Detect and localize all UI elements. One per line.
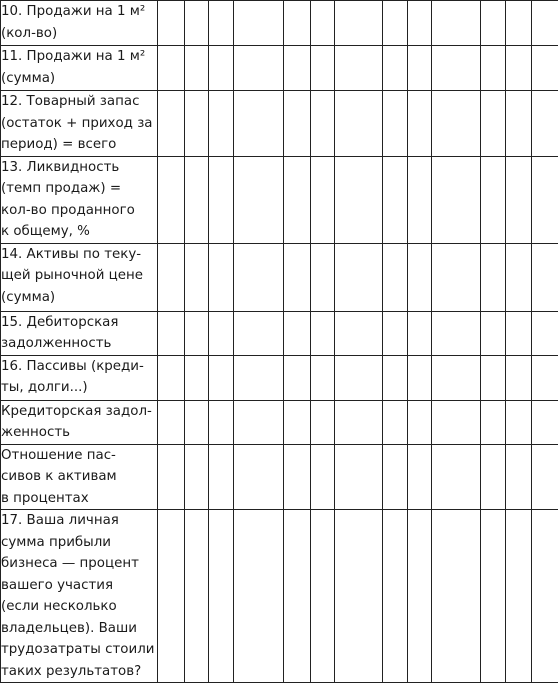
blank-entry-cell[interactable] <box>506 1 532 46</box>
blank-entry-cell[interactable] <box>481 1 506 46</box>
blank-entry-cell[interactable] <box>383 355 408 400</box>
blank-entry-cell[interactable] <box>532 355 558 400</box>
blank-entry-cell[interactable] <box>481 91 506 157</box>
blank-entry-cell[interactable] <box>234 1 284 46</box>
blank-entry-cell[interactable] <box>532 311 558 355</box>
blank-entry-cell[interactable] <box>234 444 284 510</box>
blank-entry-cell[interactable] <box>311 400 335 444</box>
blank-entry-cell[interactable] <box>335 243 383 311</box>
blank-entry-cell[interactable] <box>311 355 335 400</box>
row-label: 16. Пассивы (креди- ты, долги...) <box>1 355 158 400</box>
blank-entry-cell[interactable] <box>185 46 209 91</box>
blank-entry-cell[interactable] <box>481 444 506 510</box>
blank-entry-cell[interactable] <box>284 91 311 157</box>
blank-entry-cell[interactable] <box>209 510 234 683</box>
blank-entry-cell[interactable] <box>209 311 234 355</box>
blank-entry-cell[interactable] <box>532 400 558 444</box>
row-label: 13. Ликвидность (темп продаж) = кол-во проданного к общему, % <box>1 156 158 243</box>
blank-entry-cell[interactable] <box>209 1 234 46</box>
row-label: 14. Активы по теку- щей рыночной цене (сумма) <box>1 243 158 311</box>
blank-entry-cell[interactable] <box>383 400 408 444</box>
blank-entry-cell[interactable] <box>158 1 185 46</box>
blank-entry-cell[interactable] <box>311 46 335 91</box>
blank-entry-cell[interactable] <box>311 243 335 311</box>
blank-entry-cell[interactable] <box>408 91 432 157</box>
row-label: 15. Дебиторская задолженность <box>1 311 158 355</box>
blank-entry-cell[interactable] <box>234 311 284 355</box>
blank-entry-cell[interactable] <box>506 46 532 91</box>
blank-entry-cell[interactable] <box>481 355 506 400</box>
blank-entry-cell[interactable] <box>506 444 532 510</box>
blank-entry-cell[interactable] <box>209 400 234 444</box>
blank-entry-cell[interactable] <box>383 444 408 510</box>
blank-entry-cell[interactable] <box>185 400 209 444</box>
row-label: 12. Товарный запас (остаток + приход за период) = всего <box>1 91 158 157</box>
blank-entry-cell[interactable] <box>158 311 185 355</box>
blank-entry-cell[interactable] <box>532 444 558 510</box>
blank-entry-cell[interactable] <box>408 444 432 510</box>
blank-entry-cell[interactable] <box>481 311 506 355</box>
blank-entry-cell[interactable] <box>532 91 558 157</box>
row-label: 10. Продажи на 1 м² (кол-во) <box>1 1 158 46</box>
blank-entry-cell[interactable] <box>383 243 408 311</box>
blank-entry-cell[interactable] <box>481 510 506 683</box>
blank-entry-cell[interactable] <box>209 46 234 91</box>
blank-entry-cell[interactable] <box>234 355 284 400</box>
blank-entry-cell[interactable] <box>158 355 185 400</box>
blank-entry-cell[interactable] <box>185 510 209 683</box>
blank-entry-cell[interactable] <box>432 311 481 355</box>
blank-entry-cell[interactable] <box>158 156 185 243</box>
blank-entry-cell[interactable] <box>408 46 432 91</box>
blank-entry-cell[interactable] <box>432 243 481 311</box>
blank-entry-cell[interactable] <box>506 355 532 400</box>
blank-entry-cell[interactable] <box>506 510 532 683</box>
blank-entry-cell[interactable] <box>209 91 234 157</box>
blank-entry-cell[interactable] <box>234 156 284 243</box>
blank-entry-cell[interactable] <box>335 156 383 243</box>
blank-entry-cell[interactable] <box>335 355 383 400</box>
blank-entry-cell[interactable] <box>158 400 185 444</box>
blank-entry-cell[interactable] <box>234 400 284 444</box>
blank-entry-cell[interactable] <box>234 243 284 311</box>
row-label: 17. Ваша личная сумма прибыли бизнеса — процент вашего участия (если несколько владельцев). Ваши трудозатраты стоили таких результатов? <box>1 510 158 683</box>
table-row-assets-market-value <box>1 243 558 311</box>
table-row-sales-per-sqm-sum <box>1 46 558 91</box>
row-label: Кредиторская задол- женность <box>1 400 158 444</box>
blank-entry-cell[interactable] <box>481 46 506 91</box>
blank-entry-cell[interactable] <box>335 510 383 683</box>
blank-entry-cell[interactable] <box>383 510 408 683</box>
blank-entry-cell[interactable] <box>234 510 284 683</box>
blank-entry-cell[interactable] <box>383 46 408 91</box>
blank-entry-cell[interactable] <box>311 1 335 46</box>
blank-entry-cell[interactable] <box>506 91 532 157</box>
row-label: Отношение пас- сивов к активам в процентах <box>1 444 158 510</box>
blank-entry-cell[interactable] <box>185 444 209 510</box>
blank-entry-cell[interactable] <box>408 311 432 355</box>
blank-entry-cell[interactable] <box>185 91 209 157</box>
blank-entry-cell[interactable] <box>432 156 481 243</box>
blank-entry-cell[interactable] <box>383 91 408 157</box>
blank-entry-cell[interactable] <box>481 400 506 444</box>
blank-entry-cell[interactable] <box>158 510 185 683</box>
blank-entry-cell[interactable] <box>284 1 311 46</box>
table-row-sales-per-sqm-qty <box>1 1 558 46</box>
blank-entry-cell[interactable] <box>335 91 383 157</box>
blank-entry-cell[interactable] <box>284 510 311 683</box>
blank-entry-cell[interactable] <box>209 355 234 400</box>
blank-entry-cell[interactable] <box>481 243 506 311</box>
blank-entry-cell[interactable] <box>185 311 209 355</box>
blank-entry-cell[interactable] <box>408 355 432 400</box>
blank-entry-cell[interactable] <box>506 243 532 311</box>
blank-entry-cell[interactable] <box>532 1 558 46</box>
blank-entry-cell[interactable] <box>408 243 432 311</box>
blank-entry-cell[interactable] <box>311 510 335 683</box>
blank-entry-cell[interactable] <box>209 243 234 311</box>
row-label: 11. Продажи на 1 м² (сумма) <box>1 46 158 91</box>
blank-entry-cell[interactable] <box>432 510 481 683</box>
blank-entry-cell[interactable] <box>284 355 311 400</box>
blank-entry-cell[interactable] <box>284 444 311 510</box>
blank-entry-cell[interactable] <box>432 355 481 400</box>
blank-entry-cell[interactable] <box>185 156 209 243</box>
blank-entry-cell[interactable] <box>335 46 383 91</box>
blank-entry-cell[interactable] <box>158 46 185 91</box>
blank-entry-cell[interactable] <box>532 156 558 243</box>
blank-entry-cell[interactable] <box>311 156 335 243</box>
blank-entry-cell[interactable] <box>335 1 383 46</box>
blank-entry-cell[interactable] <box>185 243 209 311</box>
blank-entry-cell[interactable] <box>284 311 311 355</box>
blank-entry-cell[interactable] <box>284 243 311 311</box>
blank-entry-cell[interactable] <box>185 355 209 400</box>
blank-entry-cell[interactable] <box>408 400 432 444</box>
table-row-stock-total <box>1 91 558 157</box>
blank-entry-cell[interactable] <box>532 243 558 311</box>
blank-entry-cell[interactable] <box>506 400 532 444</box>
blank-entry-cell[interactable] <box>506 311 532 355</box>
blank-entry-cell[interactable] <box>532 510 558 683</box>
blank-entry-cell[interactable] <box>311 311 335 355</box>
table-row-liabilities-to-assets-ratio <box>1 444 558 510</box>
blank-entry-cell[interactable] <box>234 91 284 157</box>
blank-entry-cell[interactable] <box>408 510 432 683</box>
blank-entry-cell[interactable] <box>311 444 335 510</box>
blank-entry-cell[interactable] <box>158 91 185 157</box>
blank-entry-cell[interactable] <box>284 400 311 444</box>
table-row-receivables <box>1 311 558 355</box>
blank-entry-cell[interactable] <box>209 444 234 510</box>
blank-entry-cell[interactable] <box>158 243 185 311</box>
blank-entry-cell[interactable] <box>432 400 481 444</box>
blank-entry-cell[interactable] <box>408 1 432 46</box>
blank-entry-cell[interactable] <box>158 444 185 510</box>
table-row-liabilities <box>1 355 558 400</box>
blank-entry-cell[interactable] <box>408 156 432 243</box>
blank-entry-cell[interactable] <box>284 46 311 91</box>
table-row-personal-profit-share <box>1 510 558 683</box>
blank-entry-cell[interactable] <box>532 46 558 91</box>
blank-entry-cell[interactable] <box>383 1 408 46</box>
table-row-payables <box>1 400 558 444</box>
blank-entry-cell[interactable] <box>481 156 506 243</box>
blank-entry-cell[interactable] <box>383 156 408 243</box>
blank-entry-cell[interactable] <box>432 1 481 46</box>
blank-entry-cell[interactable] <box>185 1 209 46</box>
blank-entry-cell[interactable] <box>209 156 234 243</box>
blank-entry-cell[interactable] <box>335 400 383 444</box>
blank-entry-cell[interactable] <box>432 444 481 510</box>
blank-entry-cell[interactable] <box>335 444 383 510</box>
blank-entry-cell[interactable] <box>432 46 481 91</box>
table-row-liquidity <box>1 156 558 243</box>
blank-entry-cell[interactable] <box>383 311 408 355</box>
blank-entry-cell[interactable] <box>432 91 481 157</box>
blank-entry-cell[interactable] <box>506 156 532 243</box>
blank-entry-cell[interactable] <box>284 156 311 243</box>
blank-entry-cell[interactable] <box>234 46 284 91</box>
blank-entry-cell[interactable] <box>335 311 383 355</box>
blank-entry-cell[interactable] <box>311 91 335 157</box>
